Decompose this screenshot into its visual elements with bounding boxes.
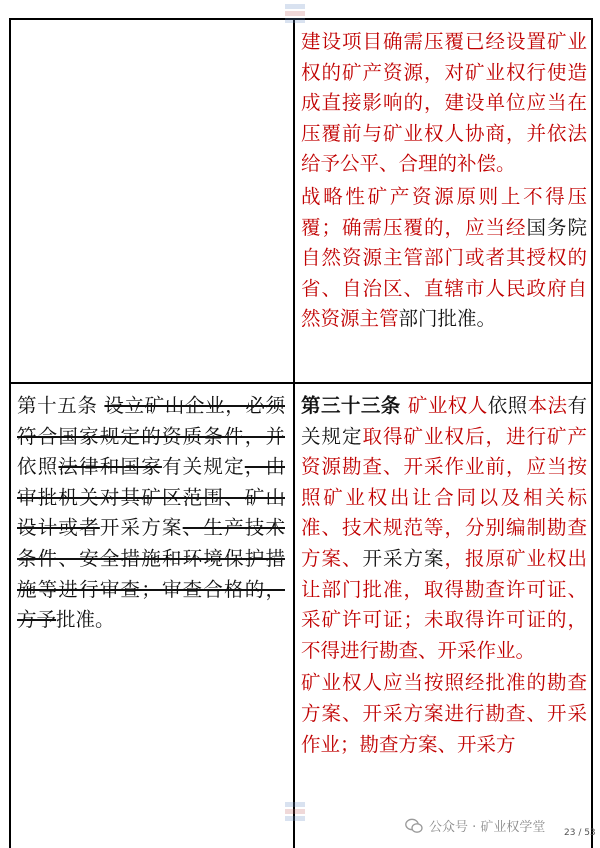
- left-bottom-cell: [17, 391, 285, 638]
- paragraph-strategic-minerals: [301, 182, 587, 335]
- deleted-text: 、生产技术条件、安全措施和环境保护措施等进行审查；审查合格的，方予: [17, 516, 285, 632]
- paragraph-work-plan: 矿业权人应当按照经批准的勘查方案、开采方案进行勘查、开采作业；勘查方案、开采方: [301, 671, 587, 756]
- text-span: 依照: [487, 394, 528, 417]
- deleted-text: ，由审批机关对其矿区范围、矿山设计或者: [17, 455, 285, 540]
- article-number: 第三十三条: [301, 394, 408, 417]
- right-bottom-cell: [301, 391, 587, 762]
- text-span: 批准。: [56, 608, 115, 632]
- text-span: 有关规定: [301, 394, 587, 448]
- table-border-left: [9, 18, 11, 848]
- text-span: 开采方案: [99, 516, 183, 540]
- deleted-text: 设立矿山企业，必须符合国家规定的资质条件，并: [17, 394, 285, 448]
- table-row-divider: [9, 382, 593, 384]
- text-span: 取得矿业权后，进行矿产资源勘查、开采作业前，应当按照矿业权出让合同以及相关标准、技术规范等，分别编制勘查方案、: [301, 424, 587, 570]
- wechat-icon: [405, 818, 423, 834]
- text-span: 自然资源主管部门或者其授权的省、自治区、直辖市人民政府自然资源主管: [301, 246, 587, 331]
- article-number: 第十五条: [17, 394, 105, 417]
- wechat-watermark: [405, 816, 545, 835]
- faint-logo-icon: [282, 800, 308, 824]
- right-top-cell: [301, 27, 587, 337]
- text-span: 开采方案: [362, 546, 445, 570]
- watermark-text: 公众号 · 矿业权学堂: [429, 820, 546, 835]
- paragraph-compensation: 建设项目确需压覆已经设置矿业权的矿产资源，对矿业权行使造成直接影响的，建设单位应当在压覆前与矿业权人协商，并依法给予公平、合理的补偿。: [301, 30, 587, 176]
- paragraph-article-15: [17, 391, 285, 636]
- page-number: 23 / 53: [564, 828, 596, 838]
- text-span: 本法: [527, 394, 568, 417]
- table-border-right: [591, 18, 593, 848]
- text-span: 依照: [17, 455, 59, 479]
- deleted-text: 法律和国家: [58, 455, 162, 479]
- text-span: 战略性矿产资源原则上不得压覆；确需压覆的，应当经: [301, 184, 587, 239]
- paragraph-article-33: [301, 391, 587, 666]
- table-divider-vertical: [293, 18, 295, 848]
- text-span: 国务院: [526, 215, 587, 239]
- text-span: 有关规定: [161, 455, 245, 479]
- text-span: 矿业权人: [407, 394, 488, 417]
- text-span: 部门批准。: [398, 307, 497, 331]
- faint-logo-icon: [282, 2, 308, 26]
- text-span: ，报原矿业权出让部门批准，取得勘查许可证、采矿许可证；未取得许可证的，不得进行勘查、开采作业。: [301, 546, 587, 662]
